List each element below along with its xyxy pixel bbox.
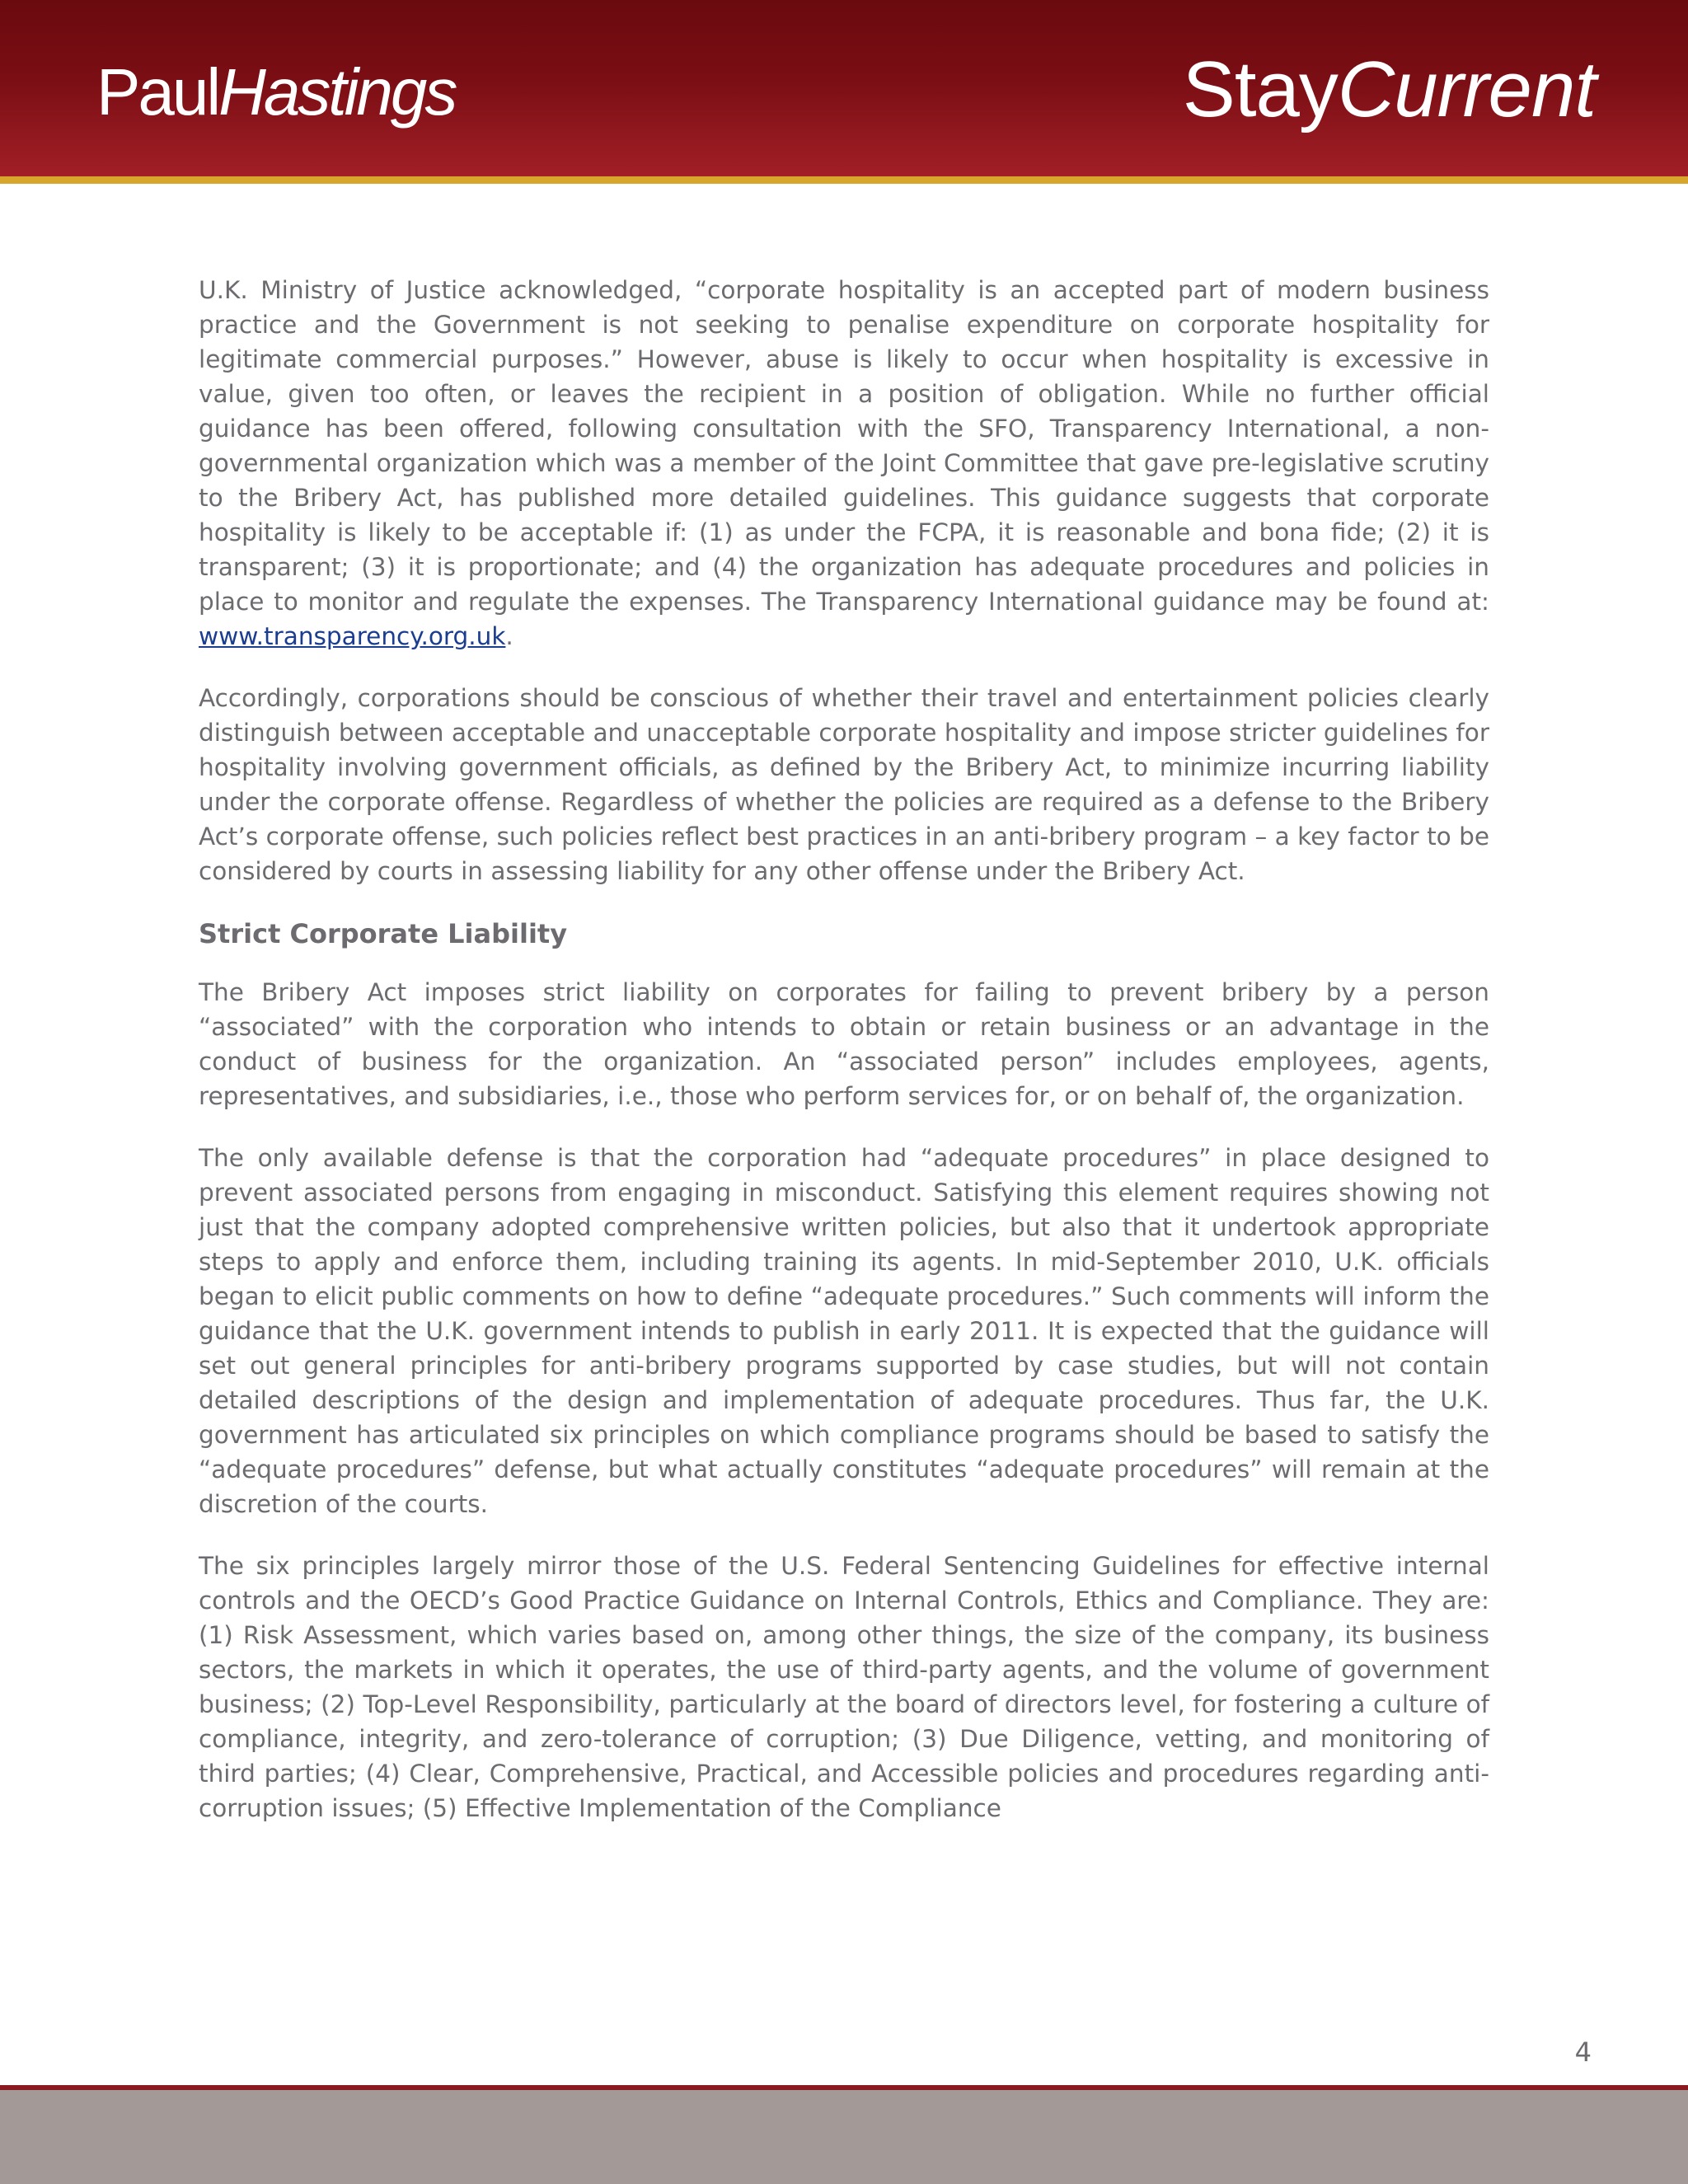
brand-part-stay: Stay [1182,45,1338,134]
header-banner [0,0,1688,176]
paragraph-six-principles: The six principles largely mirror those of the U.S. Federal Sentencing Guidelines for effective internal controls and the OECD’s Good Practice Guidance on Internal Controls, Ethics and Compliance. They are: (1) Risk Assessment, which varies based on, among other things, the size of the company, its business sectors, the markets in which it operates, the use of third-party agents, and the volume of government business; (2) Top-Level Responsibility, particularly at the board of directors level, for fostering a culture of compliance, integrity, and zero-tolerance of corruption; (3) Due Diligence, vetting, and monitoring of third parties; (4) Clear, Comprehensive, Practical, and Accessible policies and procedures regarding anti-corruption issues; (5) Effective Implementation of the Compliance [199,1552,1489,1822]
paragraph-adequate-procedures: The only available defense is that the corporation had “adequate procedures” in place designed to prevent associated persons from engaging in misconduct. Satisfying this element requires showing not just that the company adopted comprehensive written policies, but also that it undertook appropriate steps to apply and enforce them, including training its agents. In mid-September 2010, U.K. officials began to elicit public comments on how to define “adequate procedures.” Such comments will inform the guidance that the U.K. government intends to publish in early 2011. It is expected that the guidance will set out general principles for anti-bribery programs supported by case studies, but will not contain detailed descriptions of the design and implementation of adequate procedures. Thus far, the U.K. government has articulated six principles on which compliance programs should be based to satisfy the “adequate procedures” defense, but what actually constitutes “adequate procedures” will remain at the discretion of the courts. [199,1144,1489,1518]
page-number: 4 [1574,2036,1592,2068]
logo-part-hastings: Hastings [218,55,456,129]
brand-part-current: Current [1337,45,1596,134]
logo-part-paul: Paul [96,55,219,129]
paragraph-hospitality [199,273,1489,654]
footer-band [0,2090,1688,2184]
stay-current-brand [1183,45,1596,135]
paragraph-strict-liability: The Bribery Act imposes strict liability on corporates for failing to prevent bribery by a person “associated” with the corporation who intends to obtain or retain business or an advantage in the conduct of business for the organization. An “associated person” includes employees, agents, representatives, and subsidiaries, i.e., those who perform services for, or on behalf of, the organization. [199,978,1489,1110]
section-heading-strict-liability: Strict Corporate Liability [199,918,568,949]
paragraph-hospitality-text: U.K. Ministry of Justice acknowledged, “corporate hospitality is an accepted part of modern business practice and the Government is not seeking to penalise expenditure on corporate hospitality for legitimate commercial purposes.” However, abuse is likely to occur when hospitality is excessive in value, given too often, or leaves the recipient in a position of obligation. While no further official guidance has been offered, following consultation with the SFO, Transparency International, a non-governmental organization which was a member of the Joint Committee that gave pre-legislative scrutiny to the Bribery Act, has published more detailed guidelines. This guidance suggests that corporate hospitality is likely to be acceptable if: (1) as under the FCPA, it is reasonable and bona fide; (2) it is transparent; (3) it is proportionate; and (4) the organization has adequate procedures and policies in place to monitor and regulate the expenses. The Transparency International guidance may be found at: [199,276,1489,616]
header-gold-stripe [0,176,1688,184]
paragraph-hospitality-end: . [505,622,513,650]
document-body [199,273,1489,1853]
paragraph-policies: Accordingly, corporations should be conscious of whether their travel and entertainment policies clearly distinguish between acceptable and unacceptable corporate hospitality and impose stricter guidelines for hospitality involving government officials, as defined by the Bribery Act, to minimize incurring liability under the corporate offense. Regardless of whether the policies are required as a defense to the Bribery Act’s corporate offense, such policies reflect best practices in an anti-bribery program – a key factor to be considered by courts in assessing liability for any other offense under the Bribery Act. [199,684,1489,885]
transparency-link[interactable]: www.transparency.org.uk [199,622,506,650]
paul-hastings-logo [96,51,455,134]
